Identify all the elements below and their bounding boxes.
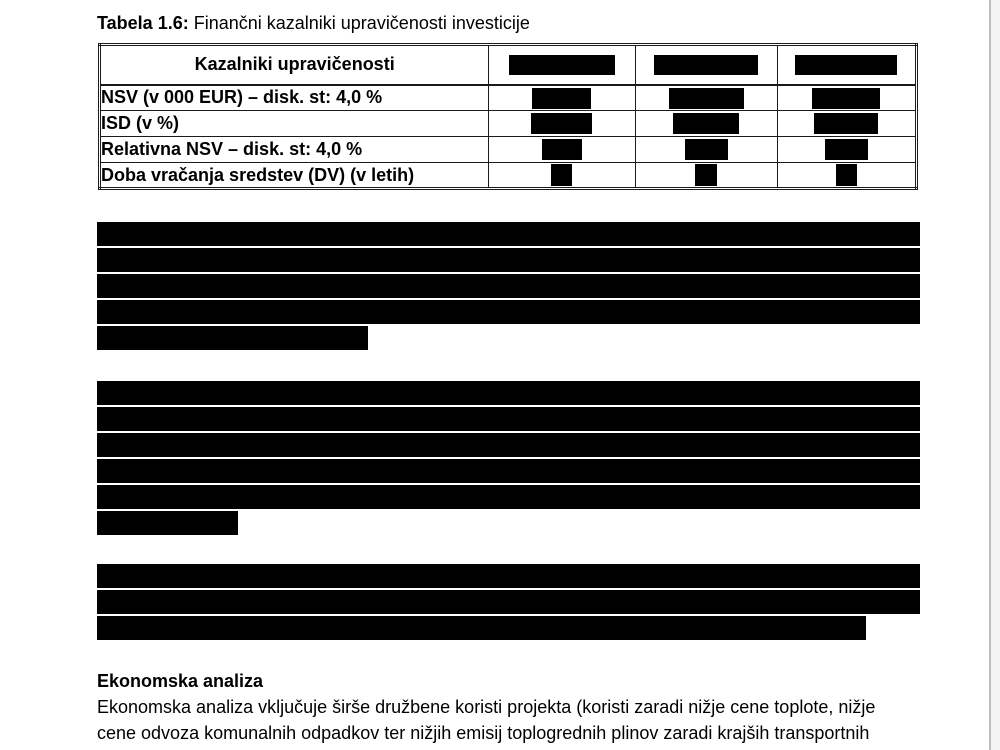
- redacted-value-cell: [635, 111, 777, 137]
- redaction-bar: [551, 164, 572, 186]
- table-header-label: Kazalniki upravičenosti: [100, 45, 489, 85]
- table-row: [100, 163, 917, 189]
- table-header-row: [100, 45, 917, 85]
- redacted-value-cell: [489, 137, 635, 163]
- redacted-header-cell: [489, 45, 635, 85]
- redacted-line: [97, 222, 920, 246]
- redacted-line: [97, 616, 866, 640]
- redacted-line: [97, 248, 920, 272]
- redacted-value-cell: [777, 163, 916, 189]
- redaction-bar: [673, 113, 739, 134]
- redacted-line: [97, 407, 920, 431]
- redacted-line: [97, 274, 920, 298]
- paragraph-line: cene odvoza komunalnih odpadkov ter nižjih emisij toplogrednih plinov zaradi krajših transportnih: [97, 723, 870, 743]
- table-row: [100, 111, 917, 137]
- redaction-bar: [836, 164, 857, 186]
- redacted-value-cell: [635, 163, 777, 189]
- redacted-line: [97, 300, 920, 324]
- redaction-bar: [531, 113, 592, 134]
- redacted-line: [97, 511, 238, 535]
- redacted-value-cell: [635, 137, 777, 163]
- redaction-bar: [685, 139, 728, 160]
- economic-analysis-paragraph: [97, 694, 875, 746]
- redaction-bar: [814, 113, 878, 134]
- redaction-bar: [509, 55, 615, 75]
- redaction-bar: [812, 88, 880, 109]
- economic-analysis-section: [97, 668, 875, 746]
- redacted-line: [97, 381, 920, 405]
- redacted-value-cell: [489, 85, 635, 111]
- economic-analysis-heading: Ekonomska analiza: [97, 671, 264, 691]
- redaction-bar: [825, 139, 868, 160]
- redacted-value-cell: [489, 163, 635, 189]
- financial-indicators-table: [98, 43, 918, 190]
- page-edge-gutter: [991, 0, 1000, 750]
- table-row: [100, 137, 917, 163]
- redaction-bar: [542, 139, 582, 160]
- table-caption: [97, 12, 530, 34]
- redacted-value-cell: [777, 85, 916, 111]
- redacted-header-cell: [635, 45, 777, 85]
- table-row: [100, 85, 917, 111]
- redacted-paragraph: [97, 381, 920, 537]
- redacted-line: [97, 485, 920, 509]
- redacted-value-cell: [777, 111, 916, 137]
- redacted-line: [97, 459, 920, 483]
- redacted-paragraph: [97, 222, 920, 352]
- redacted-header-cell: [777, 45, 916, 85]
- indicator-table-body: [100, 85, 917, 189]
- table-caption-text: Finančni kazalniki upravičenosti investicije: [193, 13, 530, 33]
- redaction-bar: [654, 55, 758, 75]
- redacted-value-cell: [635, 85, 777, 111]
- redacted-line: [97, 590, 920, 614]
- redacted-paragraph: [97, 564, 920, 642]
- paragraph-line: Ekonomska analiza vključuje širše družbene koristi projekta (koristi zaradi nižje cene toplote, nižje: [97, 697, 876, 717]
- row-label: Doba vračanja sredstev (DV) (v letih): [100, 163, 489, 189]
- redacted-value-cell: [489, 111, 635, 137]
- row-label: ISD (v %): [100, 111, 489, 137]
- redacted-line: [97, 433, 920, 457]
- row-label: Relativna NSV – disk. st: 4,0 %: [100, 137, 489, 163]
- redacted-line: [97, 326, 368, 350]
- redaction-bar: [695, 164, 717, 186]
- redaction-bar: [669, 88, 744, 109]
- redaction-bar: [532, 88, 591, 109]
- table-caption-number: Tabela 1.6:: [97, 13, 189, 33]
- redacted-value-cell: [777, 137, 916, 163]
- row-label: NSV (v 000 EUR) – disk. st: 4,0 %: [100, 85, 489, 111]
- redaction-bar: [795, 55, 897, 75]
- redacted-line: [97, 564, 920, 588]
